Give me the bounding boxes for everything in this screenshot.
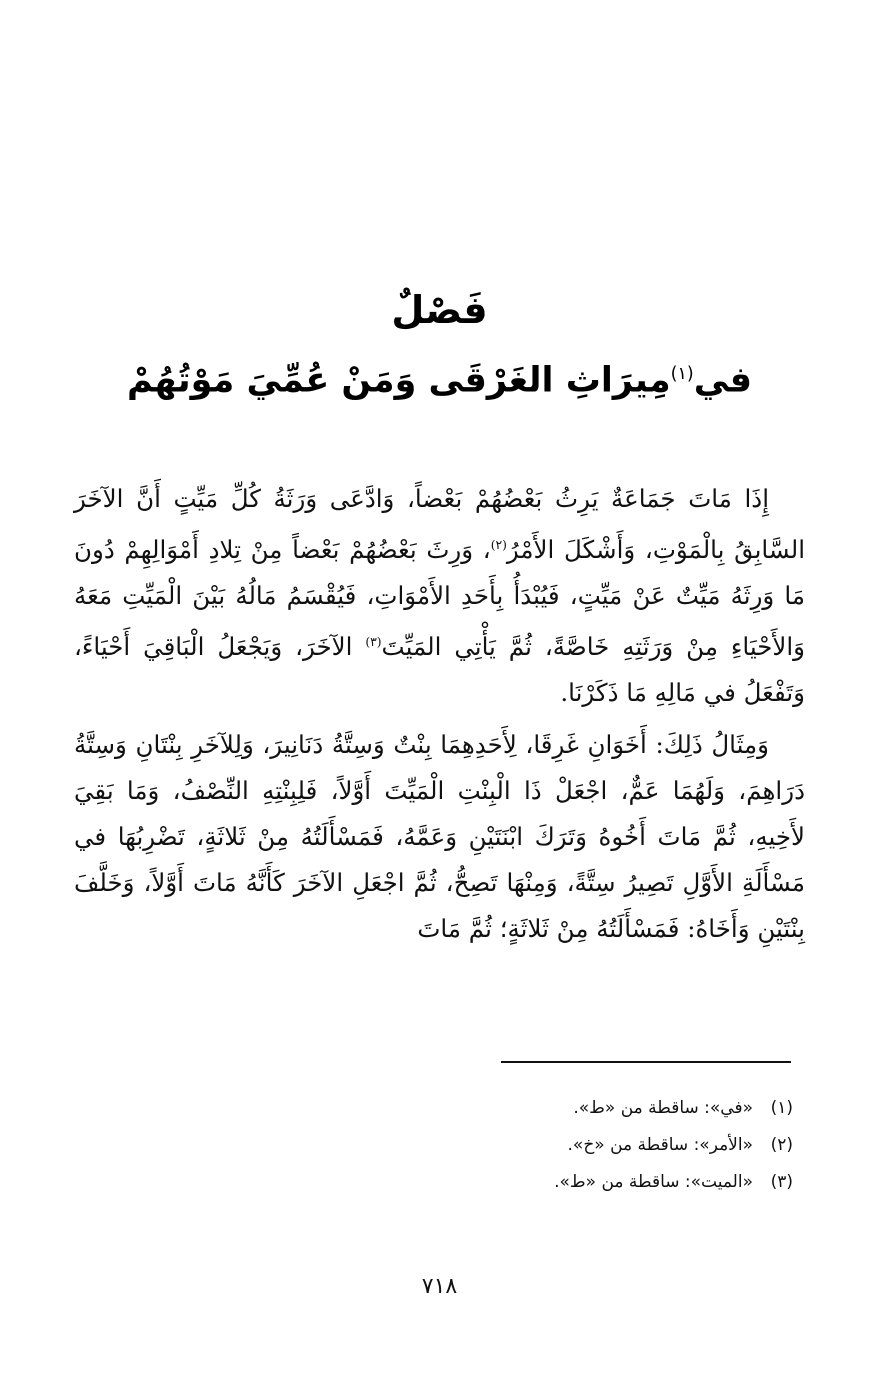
footnote-ref-1: (١): [670, 364, 694, 384]
footnote-3-number: (٣): [770, 1172, 793, 1192]
page-number: ٧١٨: [421, 1274, 458, 1299]
footnote-ref-3: (٣): [365, 635, 382, 650]
footnote-ref-2: (٢): [490, 538, 507, 552]
footnote-3: [140, 1164, 793, 1201]
footnote-1: [140, 1090, 793, 1127]
footnote-1-text: «في»: ساقطة من «ط».: [573, 1098, 753, 1118]
footnotes: [140, 1090, 793, 1201]
footnote-3-text: «الميت»: ساقطة من «ط».: [554, 1172, 753, 1192]
footnote-2-text: «الأمر»: ساقطة من «خ».: [567, 1135, 753, 1155]
footnote-2: [140, 1127, 793, 1164]
subtitle-text: مِيرَاثِ الغَرْقَى وَمَنْ عُمِّيَ مَوْتُهُمْ: [126, 360, 671, 401]
section-title: [60, 282, 819, 338]
paragraph-1-part-a: إِذَا مَاتَ جَمَاعَةٌ يَرِثُ بَعْضُهُمْ بَعْضاً، وَادَّعَى وَرَثَةُ كُلِّ مَيِّتٍ أَنَّ الآخَرَ السَّابِقُ بِالْمَوْتِ، وَأَشْكَلَ الأَمْرُ: [74, 484, 806, 565]
body-text: [74, 476, 805, 952]
paragraph-1: [74, 476, 805, 716]
subtitle-prefix: في: [693, 360, 753, 401]
section-title-text: فَصْلٌ: [391, 288, 488, 332]
footnote-divider: [501, 1061, 791, 1063]
footnote-2-number: (٢): [770, 1135, 793, 1155]
paragraph-2: وَمِثَالُ ذَلِكَ: أَخَوَانِ غَرِقَا، لِأَحَدِهِمَا بِنْتٌ وَسِتَّةُ دَنَانِيرَ، وَلِلآخَرِ بِنْتَانِ وَسِتَّةُ دَرَاهِمَ، وَلَهُمَا عَمٌّ، اجْعَلْ ذَا الْبِنْتِ الْمَيِّتَ أَوَّلاً، فَلِبِنْتِهِ النِّصْفُ، وَمَا بَقِيَ لأَخِيهِ، ثُمَّ مَاتَ أَخُوهُ وَتَرَكَ ابْنَتَيْنِ وَعَمَّهُ، فَمَسْأَلَتُهُ مِنْ ثَلاثَةٍ، تَضْرِبُهَا في مَسْأَلَةِ الأَوَّلِ تَصِيرُ سِتَّةً، وَمِنْهَا تَصِحُّ، ثُمَّ اجْعَلِ الآخَرَ كَأَنَّهُ مَاتَ أَوَّلاً، وَخَلَّفَ بِنْتَيْنِ وَأَخَاهُ: فَمَسْأَلَتُهُ مِنْ ثَلاثَةٍ؛ ثُمَّ مَاتَ: [74, 730, 805, 944]
paragraph-1-part-b: ، وَرِثَ بَعْضُهُمْ بَعْضاً مِنْ تِلادِ أَمْوَالِهِمْ دُونَ مَا وَرِثَهُ مَيِّتٌ عَنْ مَيِّتٍ، فَيُبْدَأُ بِأَحَدِ الأَمْوَاتِ، فَيُقْسَمُ مَالُهُ بَيْنَ الْمَيِّتِ مَعَهُ وَالأَحْيَاءِ مِنْ وَرَثَتِهِ خَاصَّةً، ثُمَّ يَأْتِي المَيِّتَ: [74, 535, 805, 662]
paragraph-1-part-c: الآخَرَ، وَيَجْعَلُ الْبَاقِيَ أَحْيَاءً، وَتَفْعَلُ في مَالِهِ مَا ذَكَرْنَا.: [74, 632, 805, 708]
section-subtitle: [60, 346, 819, 409]
footnote-1-number: (١): [770, 1098, 793, 1118]
